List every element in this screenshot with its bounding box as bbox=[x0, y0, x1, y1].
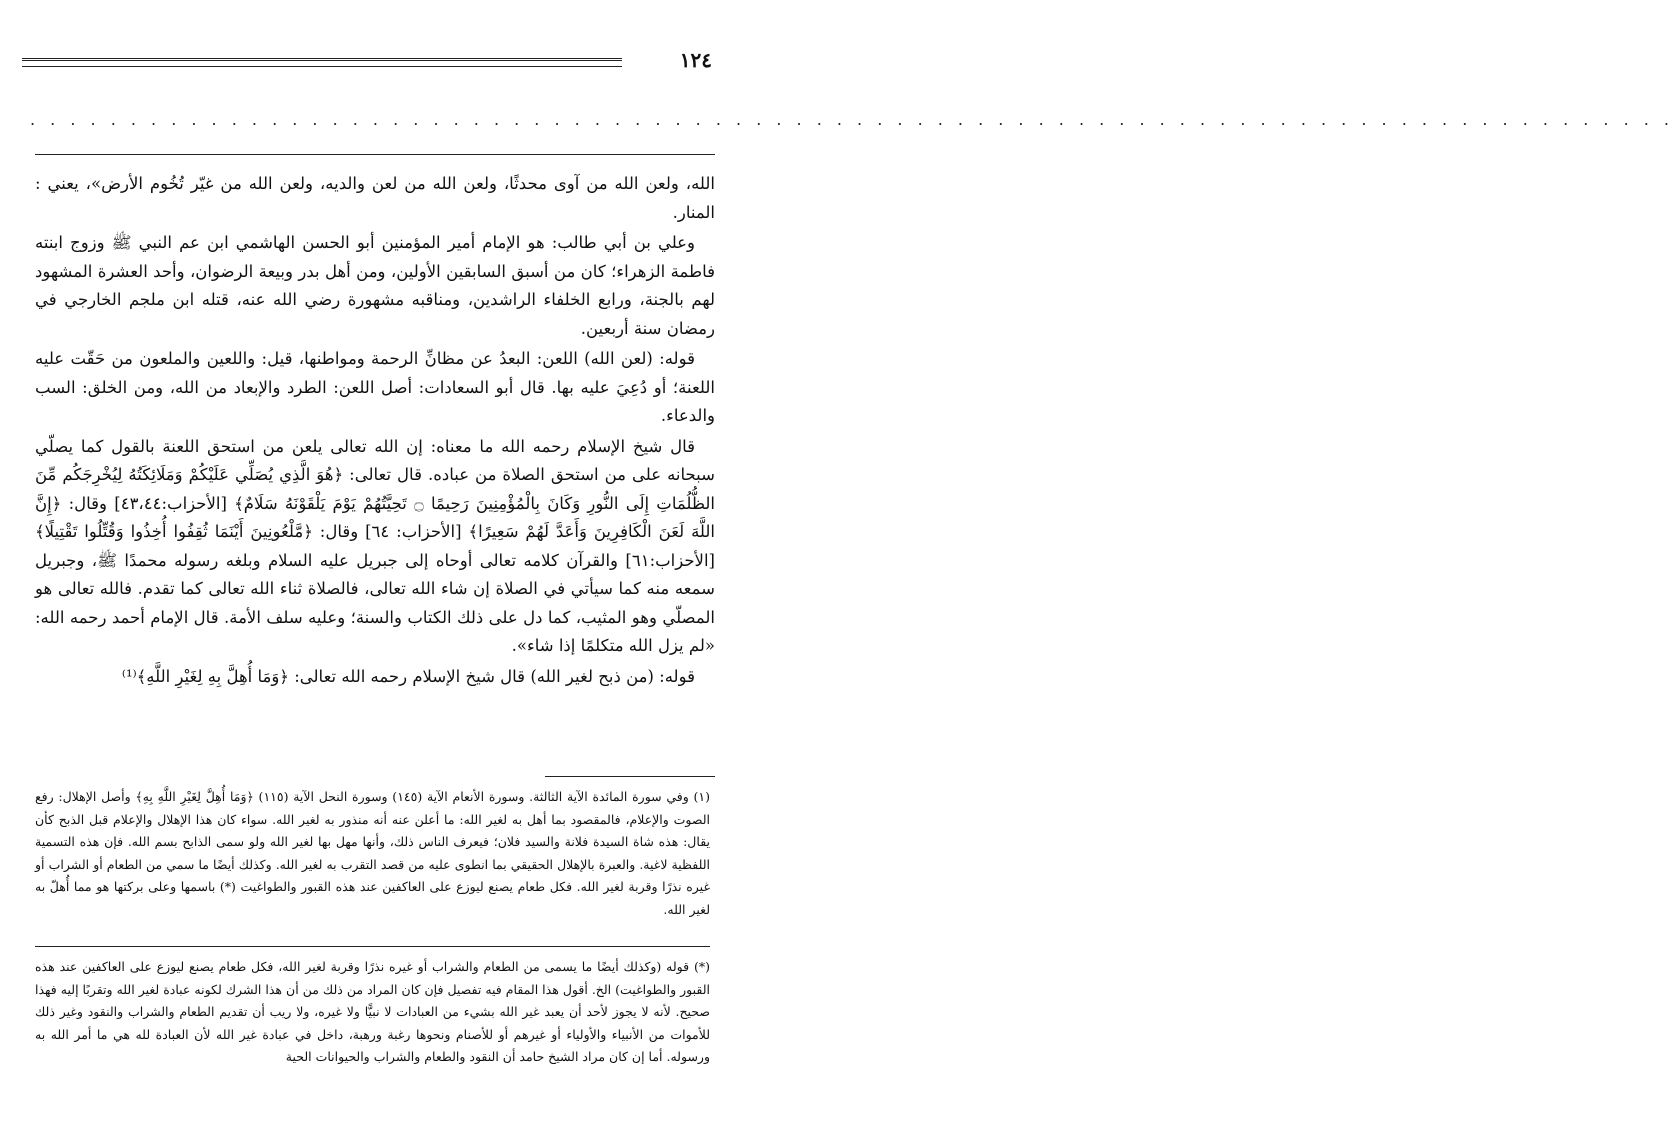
footnote-1 bbox=[35, 786, 710, 921]
main-text bbox=[35, 170, 715, 693]
footnote-separator bbox=[545, 776, 715, 777]
paragraph: قال شيخ الإسلام رحمه الله ما معناه: إن الله تعالى يلعن من استحق اللعنة بالقول كما يصلّي سبحانه على من استحق الصلاة من عباده. قال تعالى: ﴿هُوَ الَّذِي يُصَلِّي عَلَيْكُمْ وَمَلَائِكَتُهُ لِيُخْرِجَكُم مِّنَ الظُّلُمَاتِ إِلَى النُّورِ وَكَانَ بِالْمُؤْمِنِينَ رَحِيمًا ۝ تَحِيَّتُهُمْ يَوْمَ يَلْقَوْنَهُ سَلَامٌ﴾ [الأحزاب:٤٣،٤٤] وقال: ﴿إِنَّ اللَّهَ لَعَنَ الْكَافِرِينَ وَأَعَدَّ لَهُمْ سَعِيرًا﴾ [الأحزاب: ٦٤] وقال: ﴿مَّلْعُونِينَ أَيْنَمَا ثُقِفُوا أُخِذُوا وَقُتِّلُوا تَقْتِيلًا﴾ [الأحزاب:٦١] والقرآن كلامه تعالى أوحاه إلى جبريل عليه السلام وبلغه رسوله محمدًا ﷺ، وجبريل سمعه منه كما سيأتي في الصلاة إن شاء الله تعالى، فالصلاة ثناء الله تعالى كما تقدم. فالله تعالى هو المصلّي وهو المثيب، كما دل على ذلك الكتاب والسنة؛ وعليه سلف الأمة. قال الإمام أحمد رحمه الله: «لم يزل الله متكلمًا إذا شاء». bbox=[35, 436, 715, 655]
separator-line bbox=[35, 154, 715, 155]
header-rule-thin bbox=[22, 66, 622, 67]
page-header bbox=[22, 50, 712, 80]
paragraph: الله، ولعن الله من آوى محدثًا، ولعن الله من لعن والديه، ولعن الله من غيّر تُخُوم الأرض»، يعني : المنار. bbox=[35, 174, 715, 222]
paragraph: قوله: (من ذبح لغير الله) قال شيخ الإسلام رحمه الله تعالى: ﴿وَمَا أُهِلَّ بِهِ لِغَيْرِ اللَّهِ﴾⁽¹⁾ bbox=[121, 666, 695, 686]
footnote-2 bbox=[35, 956, 710, 1069]
header-rule bbox=[22, 58, 622, 61]
footnote-separator-2 bbox=[35, 946, 710, 947]
page-number: ١٢٤ bbox=[679, 48, 712, 72]
footnote-text: (١) وفي سورة المائدة الآية الثالثة. وسورة الأنعام الآية (١٤٥) وسورة النحل الآية (١١٥) ﴿وَمَا أُهِلَّ لِغَيْرِ اللَّهِ بِهِ﴾ وأصل الإهلال: رفع الصوت والإعلام، فالمقصود بما أهل به لغير الله: ما أعلن عنه أنه منذور به لغير الله. سواء كان هذا الإهلال والإعلام قبل الذبح كأن يقال: هذه شاة السيدة فلانة والسيد فلان؛ فيعرف الناس ذلك، وأنها مهل بها لغير الله ولو سمى الذابح بسم الله. فإن هذه التسمية اللفظية لاغية. والعبرة بالإهلال الحقيقي بما انطوى عليه من قصد التقرب به لغير الله. وكذلك أيضًا ما سمي من الطعام أو الشراب أو غيره نذرًا وقربة لغير الله. فكل طعام يصنع ليوزع على العاكفين عند هذه القبور والطواغيت (*) باسمها وعلى بركتها هو مما أُهلّ به لغير الله. bbox=[35, 789, 710, 917]
footnote-text: (*) قوله (وكذلك أيضًا ما يسمى من الطعام والشراب أو غيره نذرًا وقربة لغير الله، فكل طعام يصنع ليوزع على العاكفين عند هذه القبور والطواغيت) الخ. أقول هذا المقام فيه تفصيل فإن كان المراد من ذلك من أن هذا الشرك لكونه عبادة لغير الله وتقربًا إليه فهذا صحيح. لأنه لا يجوز لأحد أن يعبد غير الله بشيء من العبادات لا نبيًّا ولا غيره، ولا ريب أن تقديم الطعام والشراب والنقود وغير ذلك للأموات من الأنبياء والأولياء أو غيرهم أو للأصنام ونحوها رغبة ورهبة، داخل في عبادة غير الله لأن العبادة لله هي ما أمر الله به ورسوله. أما إن كان مراد الشيخ حامد أن النقود والطعام والشراب والحيوانات الحية bbox=[35, 959, 710, 1064]
dotted-separator: . . . . . . . . . . . . . . . . . . . . . . . . . . . . . . . . . . . . . . . . . . . . . . . . . . . . . . . . . . . . . . . . . . . . . . . . . . . . . . . . . . bbox=[30, 110, 1674, 129]
paragraph: وعلي بن أبي طالب: هو الإمام أمير المؤمنين أبو الحسن الهاشمي ابن عم النبي ﷺ وزوج ابنته فاطمة الزهراء؛ كان من أسبق السابقين الأولين، ومن أهل بدر وبيعة الرضوان، وأحد العشرة المشهود لهم بالجنة، ورابع الخلفاء الراشدين، ومناقبه مشهورة رضي الله عنه، قتله ابن ملجم الخارجي في رمضان سنة أربعين. bbox=[35, 233, 715, 338]
paragraph: قوله: (لعن الله) اللعن: البعدُ عن مظانِّ الرحمة ومواطنها، قيل: واللعين والملعون من حَقّت عليه اللعنة؛ أو دُعِيَ عليه بها. قال أبو السعادات: أصل اللعن: الطرد والإبعاد من الله، ومن الخلق: السب والدعاء. bbox=[35, 349, 715, 425]
